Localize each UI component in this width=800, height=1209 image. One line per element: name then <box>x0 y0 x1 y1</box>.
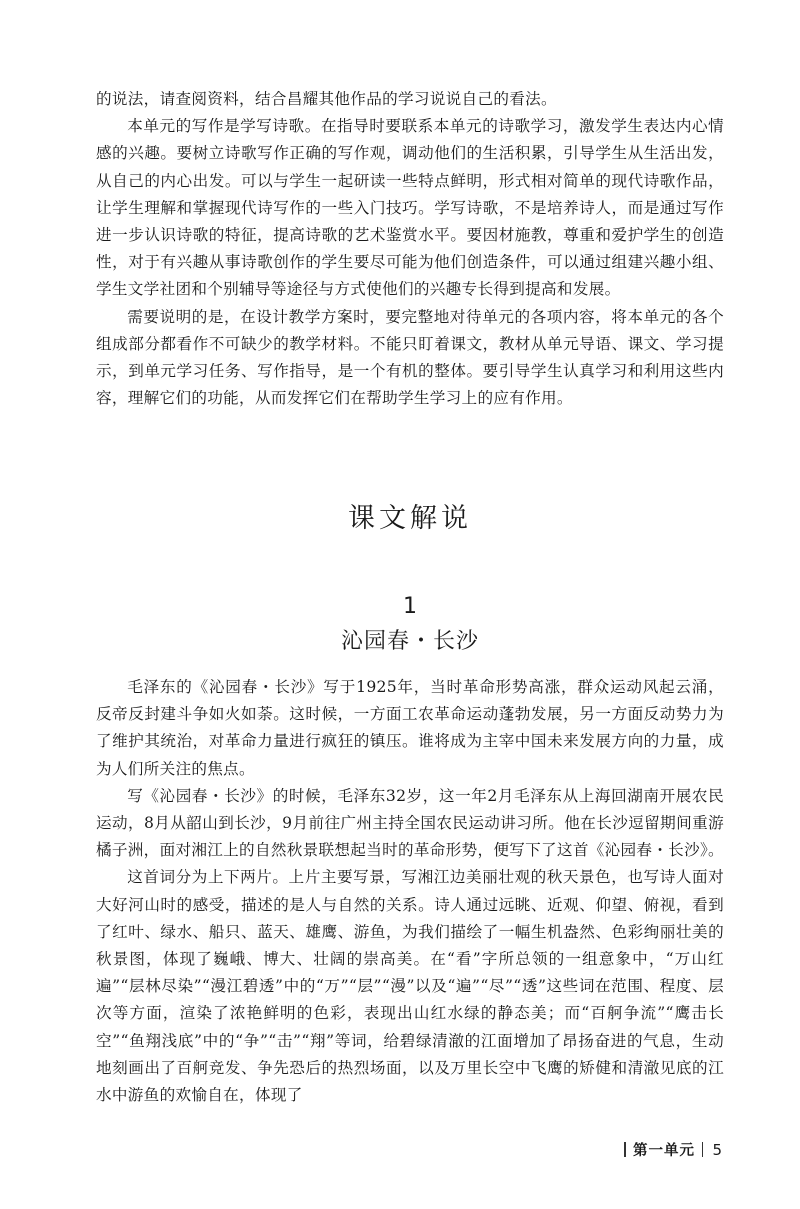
lesson-number: 1 <box>403 594 417 619</box>
section-title: 课文解说 <box>348 503 472 534</box>
page-footer <box>617 1139 722 1160</box>
intro-paragraph-writing: 本单元的写作是学写诗歌。在指导时要联系本单元的诗歌学习，激发学生表达内心情感的兴趣。要树立诗歌写作正确的写作观，调动他们的生活积累，引导学生从生活出发，从自己的内心出发。可以与学生一起研读一些特点鲜明，形式相对简单的现代诗歌作品，让学生理解和掌握现代诗写作的一些入门技巧。学写诗歌，不是培养诗人，而是通过写作进一步认识诗歌的特征，提高诗歌的艺术鉴赏水平。要因材施教，尊重和爱护学生的创造性，对于有兴趣从事诗歌创作的学生要尽可能为他们创造条件，可以通过组建兴趣小组、学生文学社团和个别辅导等途径与方式使他们的兴趣专长得到提高和发展。 <box>96 117 724 299</box>
lesson-section <box>96 674 724 1109</box>
lesson-paragraph-analysis: 这首词分为上下两片。上片主要写景，写湘江边美丽壮观的秋天景色，也写诗人面对大好河山时的感受，描述的是人与自然的关系。诗人通过远眺、近观、仰望、俯视，看到了红叶、绿水、船只、蓝天、雄鹰、游鱼，为我们描绘了一幅生机盎然、色彩绚丽壮美的秋景图，体现了巍峨、博大、壮阔的崇高美。在“看”字所总领的一组意象中，“万山红遍”“层林尽染”“漫江碧透”中的“万”“层”“漫”以及“遍”“尽”“透”这些词在范围、程度、层次等方面，渲染了浓艳鲜明的色彩，表现出山红水绿的静态美；而“百舸争流”“鹰击长空”“鱼翔浅底”中的“争”“击”“翔”等词，给碧绿清澈的江面增加了昂扬奋进的气息，生动地刻画出了百舸竞发、争先恐后的热烈场面，以及万里长空中飞鹰的矫健和清澈见底的江水中游鱼的欢愉自在，体现了 <box>96 868 724 1105</box>
intro-paragraph-continued: 的说法，请查阅资料，结合昌耀其他作品的学习说说自己的看法。 <box>96 90 557 108</box>
footer-unit-label: 第一单元 <box>632 1143 695 1159</box>
intro-section <box>96 86 724 412</box>
lesson-paragraph-context: 写《沁园春・长沙》的时候，毛泽东32岁，这一年2月毛泽东从上海回湖南开展农民运动，8月从韶山到长沙，9月前往广州主持全国农民运动讲习所。他在长沙逗留期间重游橘子洲，面对湘江上的自然秋景联想起当时的革命形势，便写下了这首《沁园春・长沙》。 <box>96 786 724 860</box>
footer-divider-left <box>624 1142 626 1157</box>
intro-paragraph-note: 需要说明的是，在设计教学方案时，要完整地对待单元的各项内容，将本单元的各个组成部分都看作不可缺少的教学材料。不能只盯着课文，教材从单元导语、课文、学习提示，到单元学习任务、写作指导，是一个有机的整体。要引导学生认真学习和利用这些内容，理解它们的功能，从而发挥它们在帮助学生学习上的应有作用。 <box>96 307 724 408</box>
lesson-paragraph-background: 毛泽东的《沁园春・长沙》写于1925年，当时革命形势高涨，群众运动风起云涌，反帝反封建斗争如火如荼。这时候，一方面工农革命运动蓬勃发展，另一方面反动势力为了维护其统治，对革命力量进行疯狂的镇压。谁将成为主宰中国未来发展方向的力量，成为人们所关注的焦点。 <box>96 678 724 778</box>
page-number: 5 <box>712 1140 722 1159</box>
footer-divider-right <box>702 1142 704 1157</box>
lesson-title: 沁园春・长沙 <box>340 629 479 654</box>
